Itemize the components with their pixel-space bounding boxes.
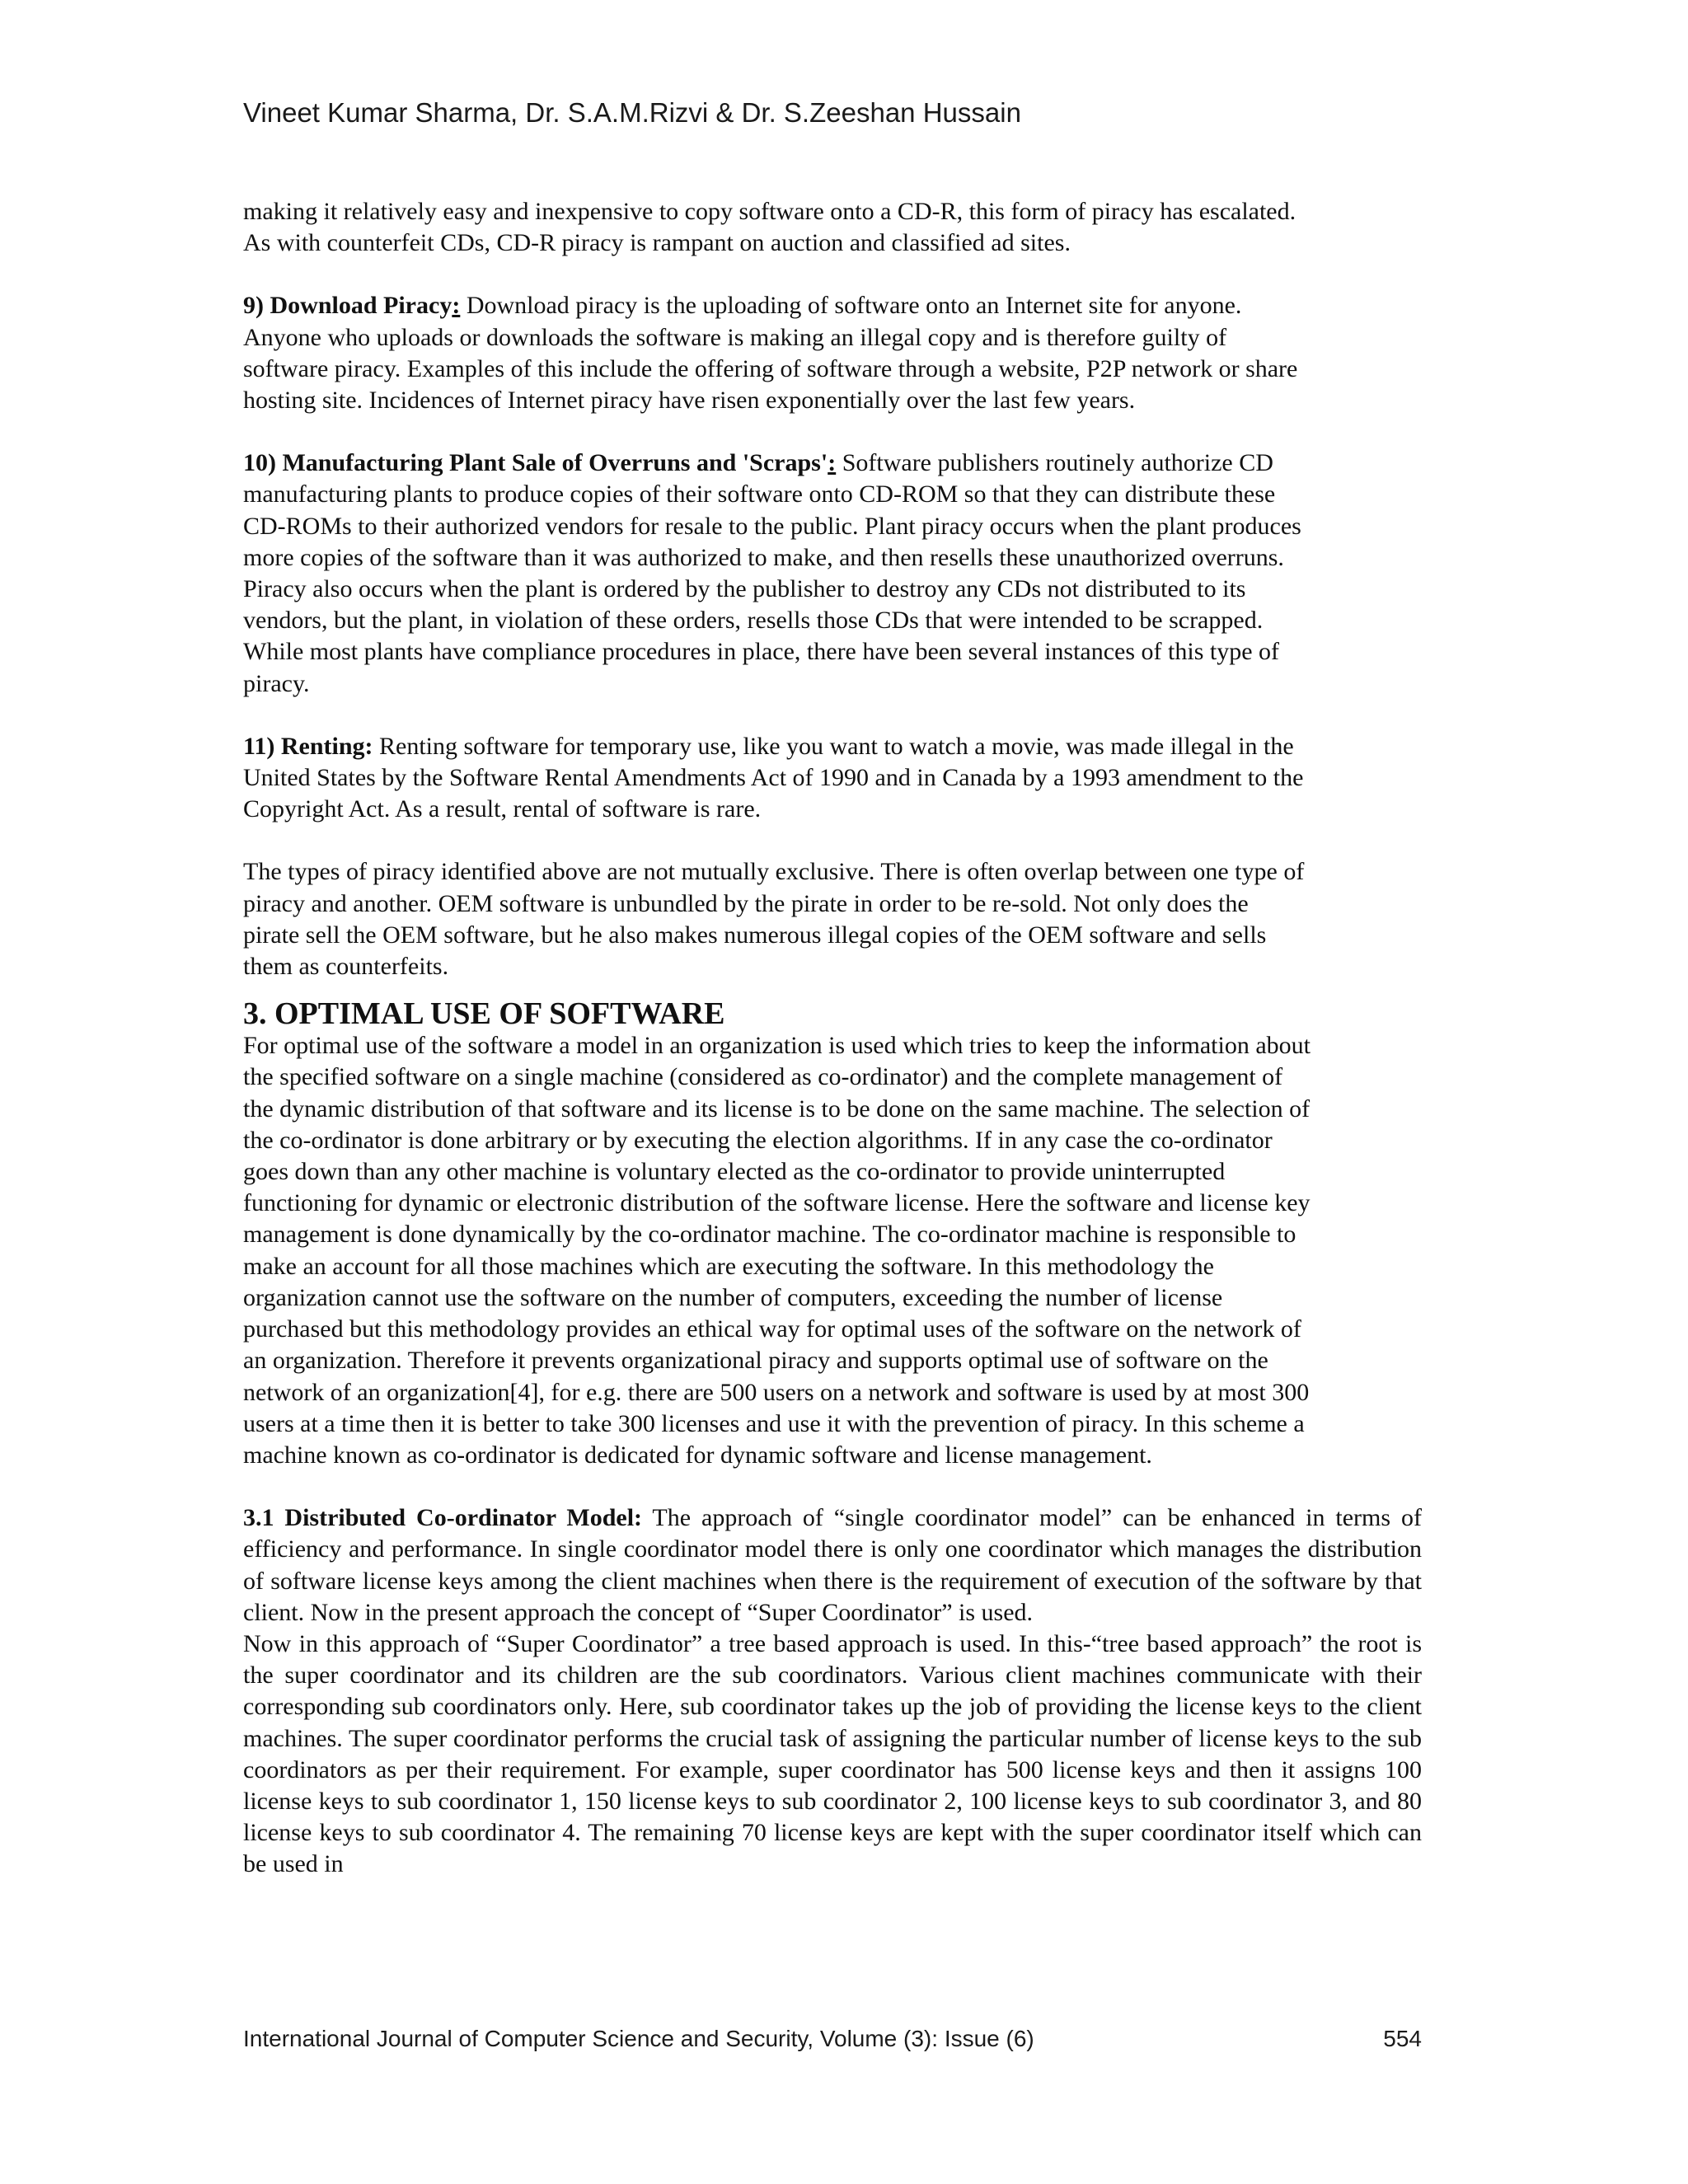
item-11-line-3: Copyright Act. As a result, rental of software is rare. — [243, 795, 762, 823]
section-3-line-1: For optimal use of the software a model in an organization is used which tries to keep the information about — [243, 1032, 1311, 1060]
summary-paragraph — [243, 856, 1422, 982]
item-10-line-8: piracy. — [243, 669, 310, 697]
item-9-line-2: Anyone who uploads or downloads the software is making an illegal copy and is therefore guilty of — [243, 323, 1227, 351]
section-3-line-11: an organization. Therefore it prevents organizational piracy and supports optimal use of software on the — [243, 1347, 1268, 1375]
item-11-line-1: Renting software for temporary use, like you want to watch a movie, was made illegal in the — [373, 732, 1294, 760]
section-3-1-paragraph-1 — [243, 1502, 1422, 1629]
section-3-line-9: organization cannot use the software on the number of computers, exceeding the number of license — [243, 1283, 1223, 1311]
item-10-line-1: Software publishers routinely authorize CD — [836, 449, 1273, 477]
section-3-line-10: purchased but this methodology provides an ethical way for optimal uses of the software on the network of — [243, 1315, 1301, 1343]
section-3-line-13: users at a time then it is better to take 300 licenses and use it with the prevention of piracy. In this scheme a — [243, 1409, 1305, 1437]
item-10-line-6: vendors, but the plant, in violation of these orders, resells those CDs that were intended to be scrapped. — [243, 607, 1264, 635]
item-11-lead: 11) Renting: — [243, 732, 373, 760]
section-3-line-3: the dynamic distribution of that software and its license is to be done on the same machine. The selection of — [243, 1094, 1311, 1122]
section-3-line-5: goes down than any other machine is voluntary elected as the co-ordinator to provide uninterrupted — [243, 1158, 1226, 1186]
section-3-line-12: network of an organization[4], for e.g. there are 500 users on a network and software is used by at most 300 — [243, 1378, 1310, 1406]
item-10-line-5: Piracy also occurs when the plant is ordered by the publisher to destroy any CDs not distributed to its — [243, 575, 1246, 603]
item-9-line-1: Download piracy is the uploading of software onto an Internet site for anyone. — [460, 292, 1242, 320]
footer-journal: International Journal of Computer Science and Security, Volume (3): Issue (6) — [243, 2026, 1034, 2051]
summary-line-4: them as counterfeits. — [243, 953, 449, 981]
intro-line-2: As with counterfeit CDs, CD-R piracy is rampant on auction and classified ad sites. — [243, 229, 1071, 257]
section-3-paragraph — [243, 1030, 1422, 1471]
item-10-lead: 10) Manufacturing Plant Sale of Overruns and 'Scraps' — [243, 449, 828, 477]
section-3-line-8: make an account for all those machines which are executing the software. In this methodology the — [243, 1252, 1214, 1280]
summary-line-2: piracy and another. OEM software is unbundled by the pirate in order to be re-sold. Not only does the — [243, 889, 1249, 917]
item-11-line-2: United States by the Software Rental Amendments Act of 1990 and in Canada by a 1993 amendment to the — [243, 764, 1304, 792]
page-footer — [243, 2026, 1422, 2052]
section-3-line-14: machine known as co-ordinator is dedicated for dynamic software and license management. — [243, 1441, 1152, 1469]
section-3-line-4: the co-ordinator is done arbitrary or by executing the election algorithms. If in any case the co-ordinator — [243, 1126, 1273, 1154]
intro-line-1: making it relatively easy and inexpensive to copy software onto a CD-R, this form of piracy has escalated. — [243, 198, 1296, 225]
body-content — [243, 196, 1422, 1881]
summary-line-1: The types of piracy identified above are not mutually exclusive. There is often overlap between one type of — [243, 858, 1305, 886]
intro-paragraph — [243, 196, 1422, 259]
item-10-line-7: While most plants have compliance procedures in place, there have been several instances of this type of — [243, 638, 1280, 666]
item-9-paragraph — [243, 290, 1422, 416]
section-3-line-2: the specified software on a single machine (considered as co-ordinator) and the complete management of — [243, 1063, 1283, 1091]
item-10-line-2: manufacturing plants to produce copies of their software onto CD-ROM so that they can distribute these — [243, 480, 1276, 509]
section-3-line-6: functioning for dynamic or electronic distribution of the software license. Here the software and license key — [243, 1189, 1311, 1217]
item-11-paragraph — [243, 731, 1422, 826]
footer-page-number: 554 — [1383, 2026, 1422, 2051]
section-3-line-7: management is done dynamically by the co-ordinator machine. The co-ordinator machine is responsible to — [243, 1221, 1296, 1249]
item-10-line-3: CD-ROMs to their authorized vendors for resale to the public. Plant piracy occurs when the plant produces — [243, 512, 1301, 540]
item-10-line-4: more copies of the software than it was authorized to make, and then resells these unauthorized overruns. — [243, 543, 1284, 571]
summary-line-3: pirate sell the OEM software, but he also makes numerous illegal copies of the OEM software and sells — [243, 921, 1267, 949]
section-3-1-lead: 3.1 Distributed Co-ordinator Model: — [243, 1504, 643, 1532]
section-3-1-paragraph-2: Now in this approach of “Super Coordinator” a tree based approach is used. In this-“tree based approach” the root is the super coordinator and its children are the sub coordinators. Various client machines communicate with their corresponding sub coordinators only. Here, sub coordinator takes up the job of providing the license keys to the client machines. The super coordinator performs the crucial task of assigning the particular number of license keys to the sub coordinators as per their requirement. For example, super coordinator has 500 license keys and then it assigns 100 license keys to sub coordinator 1, 150 license keys to sub coordinator 2, 100 license keys to sub coordinator 3, and 80 license keys to sub coordinator 4. The remaining 70 license keys are kept with the super coordinator itself which can be used in — [243, 1629, 1422, 1878]
item-9-colon: : — [452, 292, 461, 320]
section-3-heading: 3. OPTIMAL USE OF SOFTWARE — [243, 996, 725, 1032]
item-9-line-3: software piracy. Examples of this include the offering of software through a website, P2P network or share — [243, 354, 1298, 382]
item-10-paragraph — [243, 448, 1422, 700]
item-9-line-4: hosting site. Incidences of Internet piracy have risen exponentially over the last few years. — [243, 387, 1136, 415]
item-10-colon: : — [828, 449, 837, 477]
item-9-lead: 9) Download Piracy — [243, 292, 452, 320]
running-head-authors: Vineet Kumar Sharma, Dr. S.A.M.Rizvi & Dr. S.Zeeshan Hussain — [243, 97, 1021, 128]
section-3-1-text-1: The approach of “single coordinator model” can be enhanced in terms of efficiency and performance. In single coordinator model there is only one coordinator which manages the distribution of software license keys among the client machines when there is the requirement of execution of the software by that client. Now in the present approach the concept of “Super Coordinator” is used. — [243, 1504, 1422, 1626]
